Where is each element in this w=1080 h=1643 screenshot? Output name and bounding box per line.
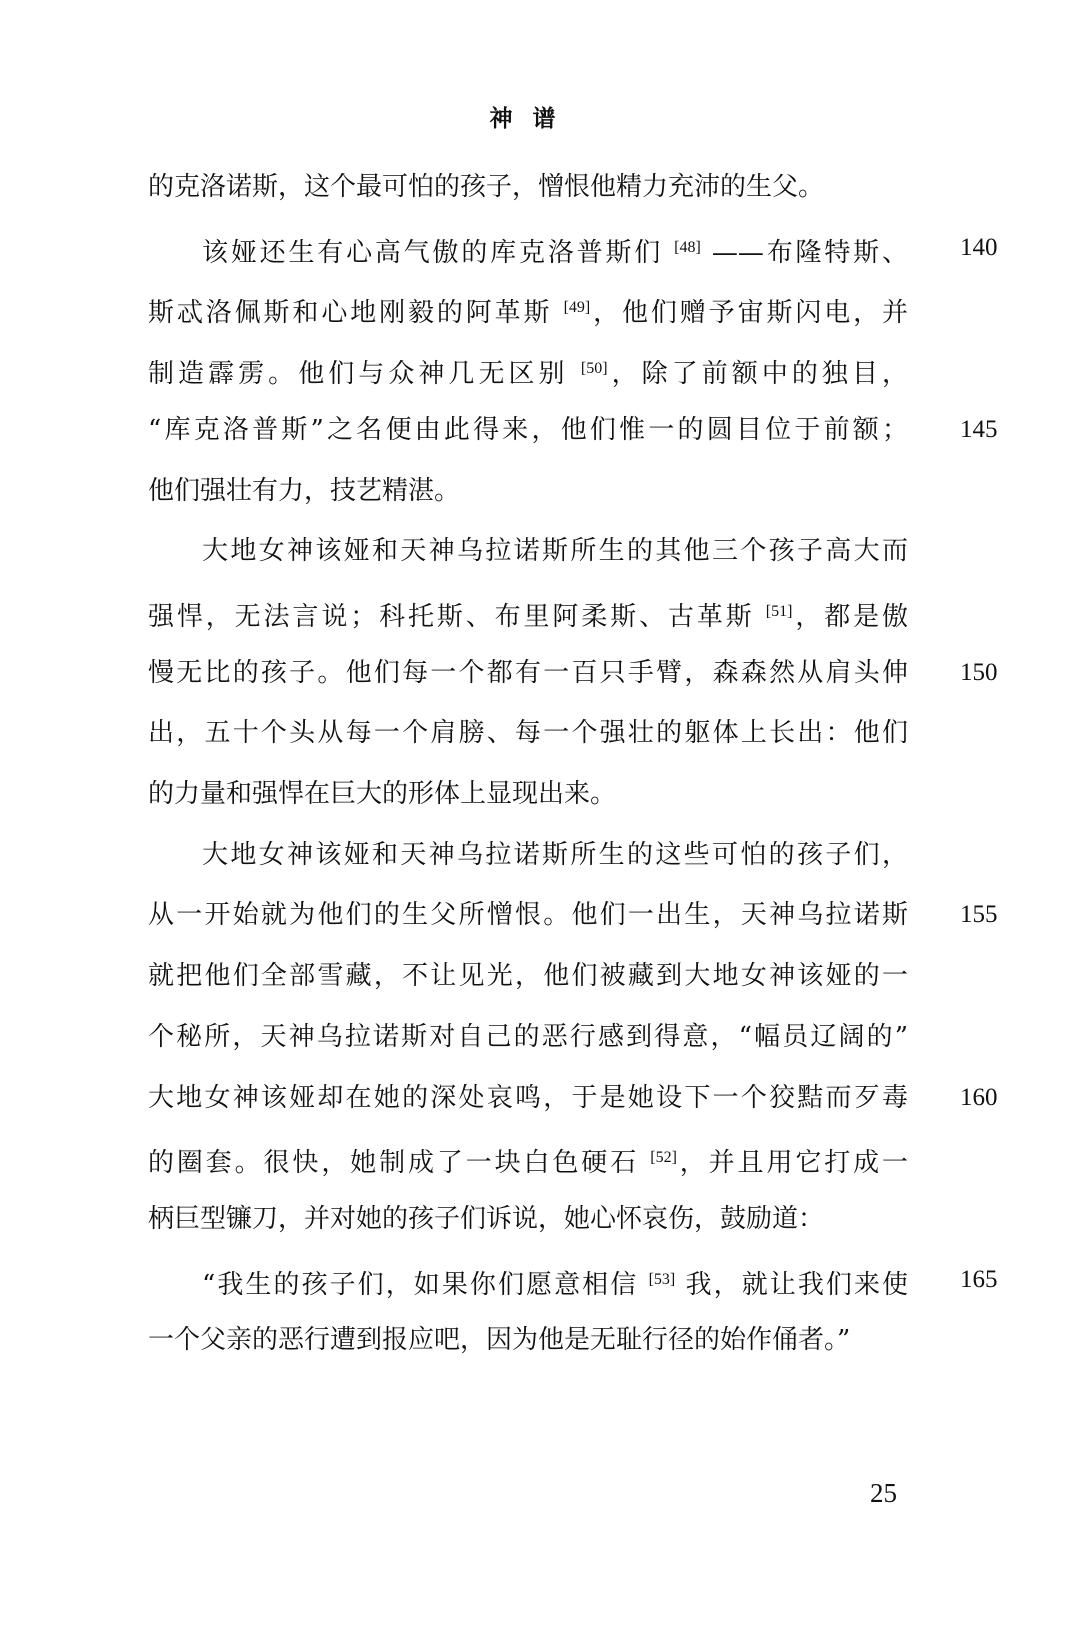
text-line <box>148 1141 908 1180</box>
line-text: ——布隆特斯、 <box>700 237 909 268</box>
text-line <box>148 291 908 330</box>
line-text: 出，五十个头从每一个肩膀、每一个强壮的躯体上长出：他们 <box>148 718 908 749</box>
verse-line-number: 140 <box>960 233 998 261</box>
footnote-marker: [49] <box>563 299 591 317</box>
page-number: 25 <box>870 1478 897 1508</box>
footnote-marker: [50] <box>580 360 608 378</box>
line-text: 强悍，无法言说；科托斯、布里阿柔斯、古革斯 <box>148 601 766 632</box>
running-head: 神谱 <box>489 105 576 132</box>
line-text: 从一开始就为他们的生父所憎恨。他们一出生，天神乌拉诺斯 <box>148 900 908 931</box>
line-text: 制造霹雳。他们与众神几无区别 <box>148 359 581 390</box>
line-text: ，并且用它打成一 <box>676 1148 908 1179</box>
line-text: 斯忒洛佩斯和心地刚毅的阿革斯 <box>148 298 564 329</box>
text-line <box>148 170 908 204</box>
verse-line-number: 150 <box>960 658 998 686</box>
text-line <box>148 1202 908 1236</box>
text-line <box>148 1020 908 1054</box>
text-line <box>148 413 908 447</box>
line-text: 柄巨型镰刀，并对她的孩子们诉说，她心怀哀伤，鼓励道： <box>148 1203 825 1234</box>
line-text: ，都是傲 <box>792 601 908 632</box>
line-text: “库克洛普斯”之名便由此得来，他们惟一的圆目位于前额； <box>148 414 908 445</box>
line-text: 就把他们全部雪藏，不让见光，他们被藏到大地女神该娅的一 <box>148 961 908 992</box>
text-line <box>202 1263 908 1302</box>
text-line <box>148 959 908 993</box>
text-line <box>148 1323 908 1357</box>
line-text: 的克洛诺斯，这个最可怕的孩子，憎恨他精力充沛的生父。 <box>148 172 825 202</box>
footnote-marker: [51] <box>765 602 793 620</box>
text-line <box>148 352 908 391</box>
line-text: 他们强壮有力，技艺精湛。 <box>148 475 461 506</box>
footnote-marker: [48] <box>674 238 701 256</box>
line-text: 大地女神该娅和天神乌拉诺斯所生的这些可怕的孩子们， <box>202 839 908 870</box>
line-text: 大地女神该娅却在她的深处哀鸣，于是她设下一个狡黠而歹毒 <box>148 1082 908 1113</box>
verse-line-number: 155 <box>960 901 998 929</box>
text-line <box>148 595 908 634</box>
text-line <box>148 777 908 811</box>
text-line <box>148 898 908 932</box>
text-line <box>202 534 908 568</box>
footnote-marker: [53] <box>648 1270 676 1288</box>
verse-line-number: 145 <box>960 415 998 443</box>
text-line <box>148 1081 908 1115</box>
line-text: 个秘所，天神乌拉诺斯对自己的恶行感到得意，“幅员辽阔的” <box>148 1021 908 1052</box>
text-line <box>148 656 908 690</box>
footnote-marker: [52] <box>650 1149 677 1167</box>
text-line <box>148 474 908 508</box>
line-text: 的力量和强悍在巨大的形体上显现出来。 <box>148 779 617 809</box>
line-text: 慢无比的孩子。他们每一个都有一百只手臂，森森然从肩头伸 <box>148 657 908 688</box>
verse-line-number: 165 <box>960 1265 998 1293</box>
line-text: 一个父亲的恶行遭到报应吧，因为他是无耻行径的始作俑者。” <box>148 1325 851 1356</box>
text-line <box>202 838 908 872</box>
text-line <box>202 231 908 270</box>
text-line <box>148 716 908 750</box>
line-text: 大地女神该娅和天神乌拉诺斯所生的其他三个孩子高大而 <box>202 536 908 567</box>
line-text: 的圈套。很快，她制成了一块白色硬石 <box>148 1148 651 1179</box>
line-text: “我生的孩子们，如果你们愿意相信 <box>202 1269 649 1300</box>
line-text: ，除了前额中的独目， <box>607 359 908 390</box>
verse-line-number: 160 <box>960 1083 998 1111</box>
line-text: 该娅还生有心高气傲的库克洛普斯们 <box>202 237 675 268</box>
line-text: ，他们赠予宙斯闪电，并 <box>590 298 908 329</box>
line-text: 我，就让我们来使 <box>675 1269 908 1300</box>
